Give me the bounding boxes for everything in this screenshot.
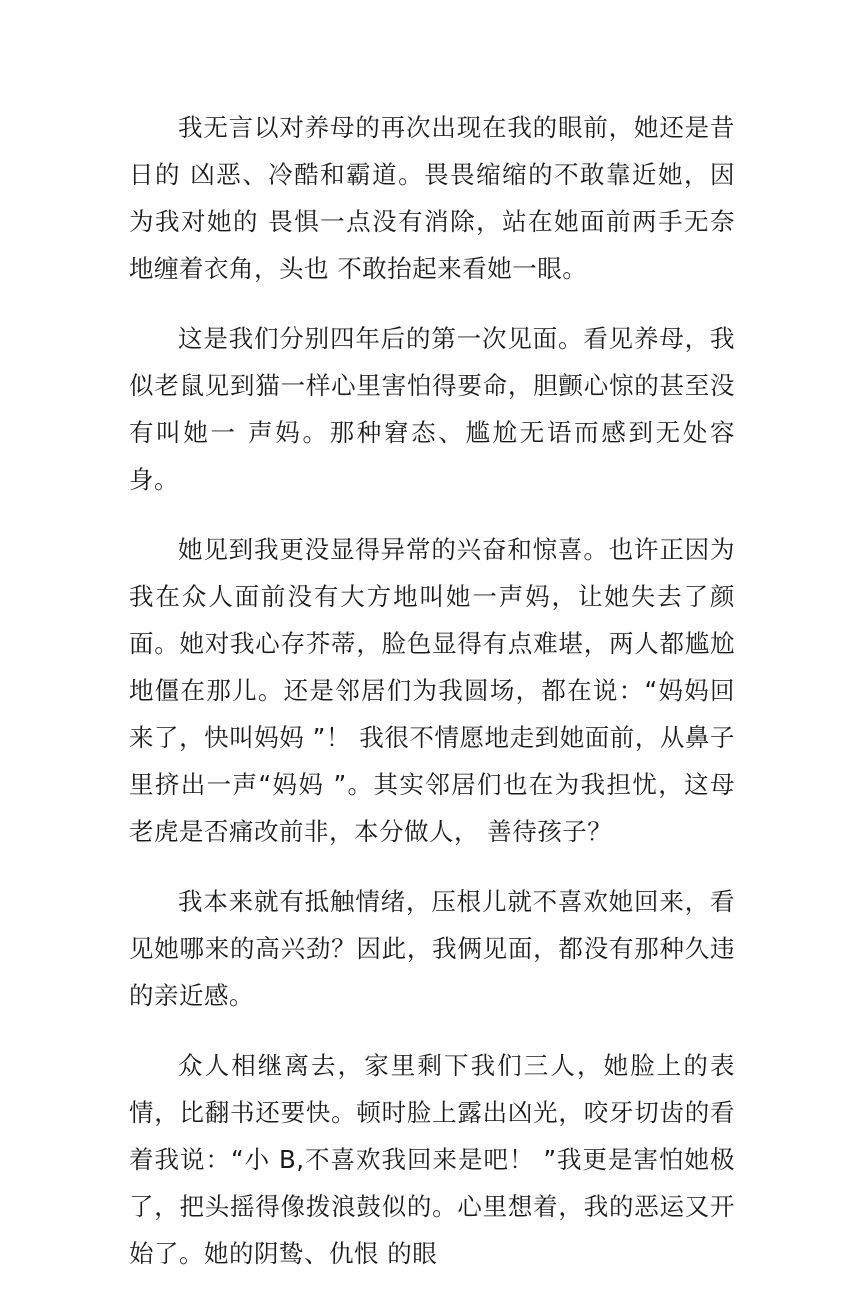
paragraph-1: 我无言以对养母的再次出现在我的眼前，她还是昔日的 凶恶、冷酷和霸道。畏畏缩缩的不敢靠近她，因为我对她的 畏惧一点没有消除，站在她面前两手无奈地缠着衣角，头也 不敢抬起来看她一眼。 [129,113,735,283]
paragraph-4: 我本来就有抵触情绪，压根儿就不喜欢她回来，看见她哪来的高兴劲？因此，我俩见面，都没有那种久违的亲近感。 [129,887,735,1010]
paragraph-2: 这是我们分别四年后的第一次见面。看见养母，我似老鼠见到猫一样心里害怕得要命，胆颤心惊的甚至没有叫她一 声妈。那种窘态、尴尬无语而感到无处容身。 [129,324,735,494]
paragraph-5: 众人相继离去，家里剩下我们三人，她脸上的表情，比翻书还要快。顿时脸上露出凶光，咬牙切齿的看着我说：“小 B,不喜欢我回来是吧！ ”我更是害怕她极了，把头摇得像拨浪鼓似的。心里想着，我的恶运又开始了。她的阴鸷、仇恨 的眼 [129,1051,735,1268]
document-body [129,104,735,1300]
paragraph-3: 她见到我更没显得异常的兴奋和惊喜。也许正因为我在众人面前没有大方地叫她一声妈，让她失去了颜面。她对我心存芥蒂，脸色显得有点难堪，两人都尴尬地僵在那儿。还是邻居们为我圆场，都在说：“妈妈回来了，快叫妈妈 ”！ 我很不情愿地走到她面前，从鼻子里挤出一声“妈妈 ”。其实邻居们也在为我担忧，这母老虎是否痛改前非，本分做人， 善待孩子？ [129,535,735,846]
